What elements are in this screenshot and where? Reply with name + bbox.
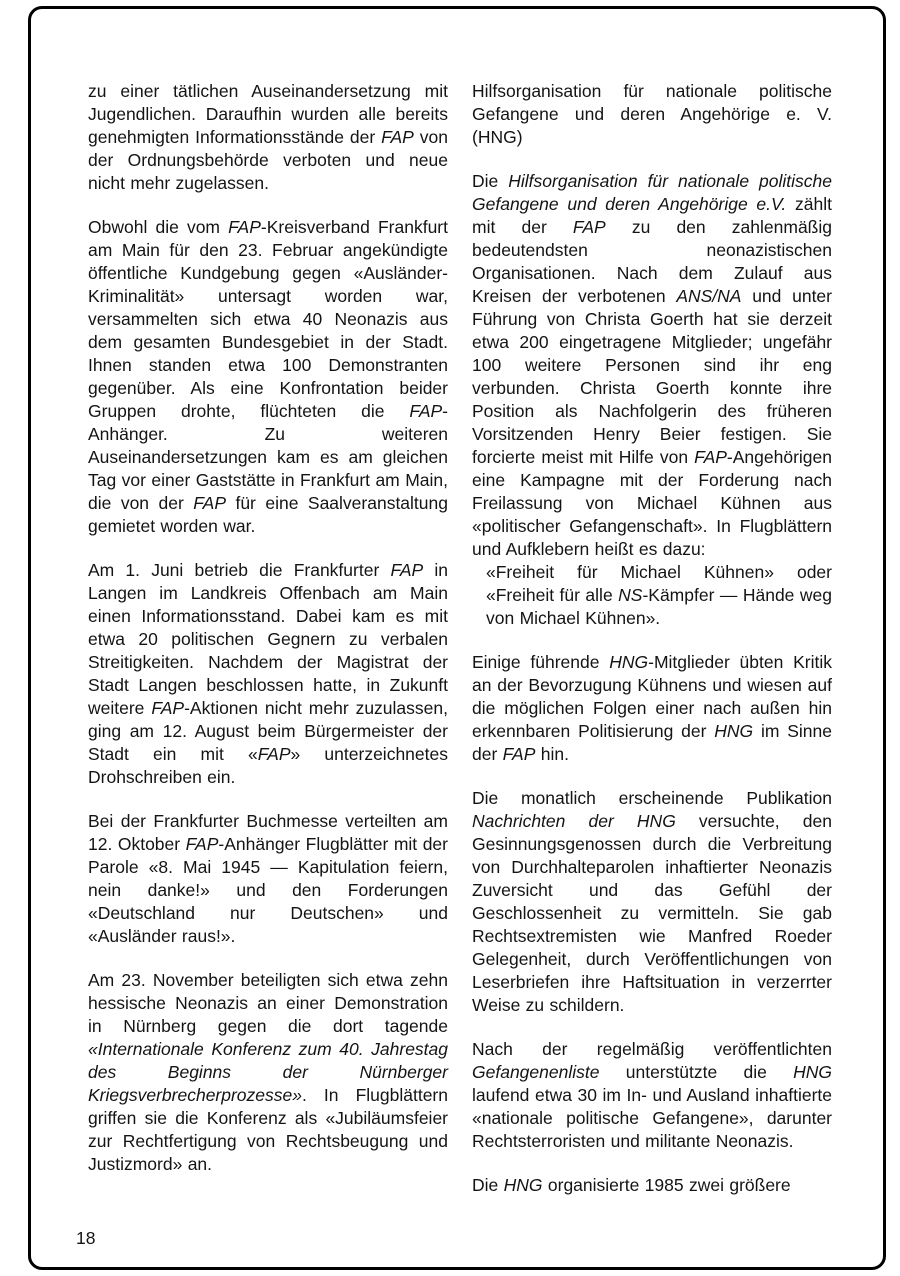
italic-text: FAP [390, 560, 424, 580]
paragraph [472, 1174, 832, 1197]
body-text: zu den zahlenmäßig bedeutendsten neonazistischen Organisationen. Nach dem Zulauf aus Kreisen der verbotenen [472, 217, 832, 306]
italic-text: FAP [381, 127, 414, 147]
paragraph [472, 170, 832, 561]
body-text: Die [472, 171, 509, 191]
body-text: für eine Saalveranstaltung gemietet worden war. [88, 493, 448, 536]
page-content [88, 80, 832, 1218]
body-text: versuchte, den Gesinnungsgenossen durch die Verbreitung von Durchhalteparolen inhaftierter Neonazis Zuversicht und das Gefühl der Geschlossenheit zu vermitteln. Sie gab Rechtsextremisten wie Manfred Roeder Gelegenheit, durch Veröffentlichungen von Leserbriefen ihre Haftsituation in verzerrter Weise zu schildern. [472, 811, 832, 1015]
body-text: «Freiheit für Michael Kühnen» oder «Freiheit für alle [486, 562, 832, 605]
italic-text: NS [618, 585, 643, 605]
section-heading [472, 80, 832, 149]
paragraph [88, 559, 448, 789]
body-text: -Kämpfer — Hände weg von Michael Kühnen». [486, 585, 832, 628]
italic-text: FAP [502, 744, 536, 764]
body-text: Bei der Frankfurter Buchmesse verteilten am 12. Oktober [88, 811, 448, 854]
body-text: laufend etwa 30 im In- und Ausland inhaftierte «nationale politische Gefangene», darunter Rechtsterroristen und militante Neonazis. [472, 1085, 832, 1151]
italic-text: HNG [609, 652, 649, 672]
paragraph [472, 651, 832, 766]
paragraph [88, 969, 448, 1176]
paragraph [88, 216, 448, 538]
italic-text: Hilfsorganisation für nationale politische Gefangene und deren Angehörige e.V. [472, 171, 832, 214]
italic-text: HNG [503, 1175, 543, 1195]
body-text: -Mitglieder übten Kritik an der Bevorzugung Kühnens und wiesen auf die möglichen Folgen einer nach außen hin erkennbaren Politisierung der [472, 652, 832, 741]
body-text: zu einer tätlichen Auseinandersetzung mit Jugendlichen. Daraufhin wurden alle bereits genehmigten Informationsstände der [88, 81, 448, 147]
italic-text: FAP [151, 698, 185, 718]
body-text: von der Ordnungsbehörde verboten und neue nicht mehr zugelassen. [88, 127, 449, 193]
italic-text: FAP [694, 447, 727, 467]
block-quote [472, 561, 832, 630]
italic-text: FAP [193, 493, 226, 513]
body-text: Am 23. November beteiligten sich etwa zehn hessische Neonazis an einer Demonstration in Nürnberg gegen die dort tagende [88, 970, 448, 1036]
body-text: -Aktionen nicht mehr zuzulassen, ging am 12. August beim Bürgermeister der Stadt ein mit « [88, 698, 448, 764]
body-text: . In Flugblättern griffen sie die Konferenz als «Jubiläumsfeier zur Rechtfertigung von Rechtsbeugung und Justizmord» an. [88, 1085, 448, 1174]
paragraph [472, 787, 832, 1017]
paragraph [88, 810, 448, 948]
italic-text: FAP [572, 217, 606, 237]
italic-text: «Internationale Konferenz zum 40. Jahrestag des Beginns der Nürnberger Kriegsverbrecherprozesse» [88, 1039, 448, 1105]
italic-text: HNG [714, 721, 754, 741]
body-text: -Angehörigen eine Kampagne mit der Forderung nach Freilassung von Michael Kühnen aus «politischer Gefangenschaft». In Flugblättern und Aufklebern heißt es dazu: [472, 447, 832, 559]
paragraph [472, 1038, 832, 1153]
body-text: Nach der regelmäßig veröffentlichten [472, 1039, 832, 1059]
body-text: » unterzeichnetes Drohschreiben ein. [88, 744, 448, 787]
italic-text: FAP [228, 217, 261, 237]
body-text: in Langen im Landkreis Offenbach am Main einen Informationsstand. Dabei kam es mit etwa 20 politischen Gegnern zu verbalen Streitigkeiten. Nachdem der Magistrat der Stadt Langen beschlossen hatte, in Zukunft weitere [88, 560, 449, 718]
italic-text: Nachrichten der HNG [472, 811, 676, 831]
italic-text: FAP [409, 401, 443, 421]
right-column [472, 80, 832, 1218]
body-text: Hilfsorganisation für nationale politische Gefangene und deren Angehörige e. V. (HNG) [472, 81, 832, 147]
page-number: 18 [76, 1228, 96, 1248]
paragraph [88, 80, 448, 195]
italic-text: FAP [185, 834, 219, 854]
italic-text: ANS/NA [676, 286, 742, 306]
body-text: im Sinne der [472, 721, 832, 764]
body-text: und unter Führung von Christa Goerth hat sie derzeit etwa 200 eingetragene Mitglieder; ungefähr 100 weitere Personen sind ihr eng verbunden. Christa Goerth konnte ihre Position als Nachfolgerin des früheren Vorsitzenden Henry Beier festigen. Sie forcierte meist mit Hilfe von [472, 286, 832, 467]
body-text: organisierte 1985 zwei größere [542, 1175, 791, 1195]
body-text: Einige führende [472, 652, 610, 672]
body-text: Die monatlich erscheinende Publikation [472, 788, 832, 808]
body-text: unterstützte die [599, 1062, 794, 1082]
body-text: Obwohl die vom [88, 217, 229, 237]
body-text: Am 1. Juni betrieb die Frankfurter [88, 560, 391, 580]
italic-text: Gefangenenliste [472, 1062, 600, 1082]
body-text: Die [472, 1175, 504, 1195]
body-text: -Anhänger. Zu weiteren Auseinandersetzungen kam es am gleichen Tag vor einer Gaststätte in Frankfurt am Main, die von der [88, 401, 448, 513]
body-text: -Kreisverband Frankfurt am Main für den 23. Februar angekündigte öffentliche Kundgebung gegen «Ausländer-Kriminalität» untersagt worden war, versammelten sich etwa 40 Neonazis aus dem gesamten Bundesgebiet in der Stadt. Ihnen standen etwa 100 Demonstranten gegenüber. Als eine Konfrontation beider Gruppen drohte, flüchteten die [88, 217, 448, 421]
italic-text: FAP [257, 744, 291, 764]
body-text: zählt mit der [472, 194, 832, 237]
left-column [88, 80, 448, 1218]
body-text: -Anhänger Flugblätter mit der Parole «8. Mai 1945 — Kapitulation feiern, nein danke!» und den Forderungen «Deutschland nur Deutschen» und «Ausländer raus!». [88, 834, 448, 946]
italic-text: HNG [793, 1062, 832, 1082]
body-text: hin. [535, 744, 569, 764]
